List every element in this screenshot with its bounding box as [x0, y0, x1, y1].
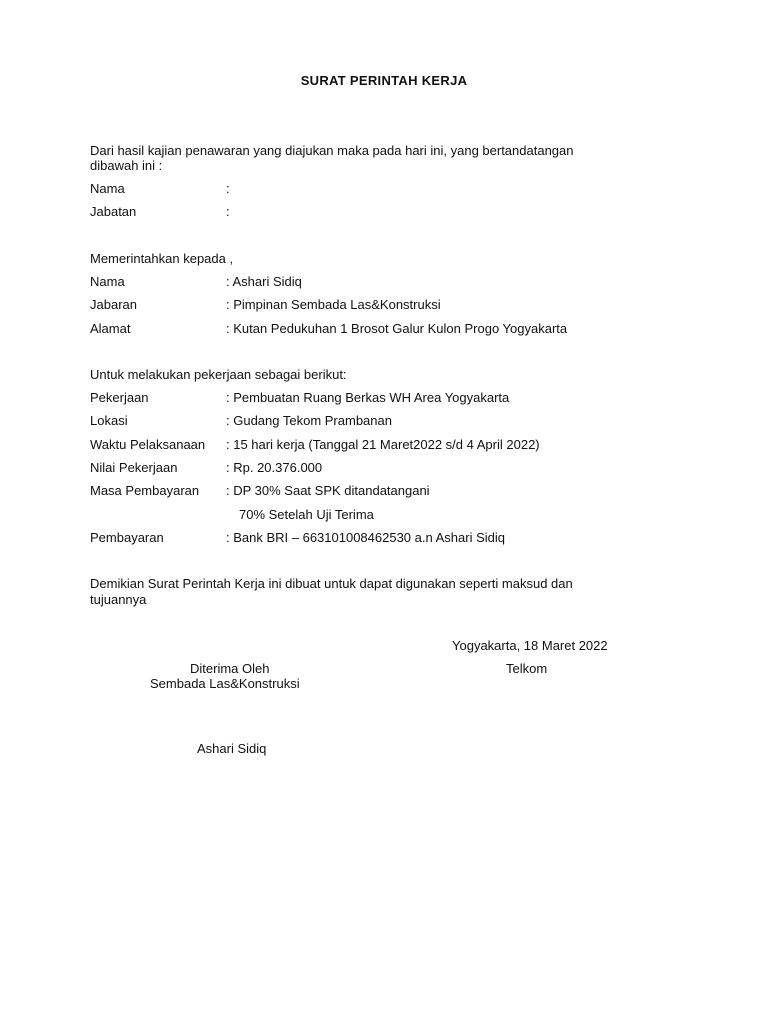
work-pekerjaan-label: Pekerjaan [90, 390, 149, 405]
work-waktu-value: : 15 hari kerja (Tanggal 21 Maret2022 s/d 4 April 2022) [226, 437, 540, 452]
signer-nama-label: Nama [90, 181, 125, 196]
document-title: SURAT PERINTAH KERJA [300, 73, 468, 88]
order-alamat-value: : Kutan Pedukuhan 1 Brosot Galur Kulon Progo Yogyakarta [226, 321, 568, 336]
work-pembayaran-label: Pembayaran [90, 530, 164, 545]
work-heading: Untuk melakukan pekerjaan sebagai berikut: [90, 367, 347, 382]
closing-line-2: tujuannya [90, 592, 147, 607]
order-jabaran-label: Jabaran [90, 297, 137, 312]
order-nama-value: : Ashari Sidiq [226, 274, 302, 289]
work-masa-value: : DP 30% Saat SPK ditandatangani [226, 483, 430, 498]
work-nilai-label: Nilai Pekerjaan [90, 460, 178, 475]
issuer-name: Telkom [506, 661, 548, 676]
order-nama-label: Nama [90, 274, 125, 289]
received-company: Sembada Las&Konstruksi [150, 676, 300, 691]
closing-line-1: Demikian Surat Perintah Kerja ini dibuat untuk dapat digunakan seperti maksud dan [90, 576, 573, 591]
intro-line-1: Dari hasil kajian penawaran yang diajukan maka pada hari ini, yang bertandatangan [90, 143, 574, 158]
work-masa-value-2: 70% Setelah Uji Terima [239, 507, 374, 522]
intro-line-2: dibawah ini : [90, 158, 163, 173]
signer-jabatan-value: : [226, 204, 230, 219]
work-pembayaran-value: : Bank BRI – 663101008462530 a.n Ashari Sidiq [226, 530, 505, 545]
order-jabaran-value: : Pimpinan Sembada Las&Konstruksi [226, 297, 441, 312]
signer-jabatan-label: Jabatan [90, 204, 137, 219]
work-waktu-label: Waktu Pelaksanaan [90, 437, 206, 452]
order-alamat-label: Alamat [90, 321, 131, 336]
order-heading: Memerintahkan kepada , [90, 251, 234, 266]
work-lokasi-label: Lokasi [90, 413, 128, 428]
work-lokasi-value: : Gudang Tekom Prambanan [226, 413, 392, 428]
received-by-label: Diterima Oleh [190, 661, 270, 676]
work-masa-label: Masa Pembayaran [90, 483, 200, 498]
work-pekerjaan-value: : Pembuatan Ruang Berkas WH Area Yogyakarta [226, 390, 510, 405]
received-signer-name: Ashari Sidiq [197, 741, 267, 756]
work-nilai-value: : Rp. 20.376.000 [226, 460, 323, 475]
place-date: Yogyakarta, 18 Maret 2022 [452, 638, 608, 653]
signer-nama-value: : [226, 181, 230, 196]
